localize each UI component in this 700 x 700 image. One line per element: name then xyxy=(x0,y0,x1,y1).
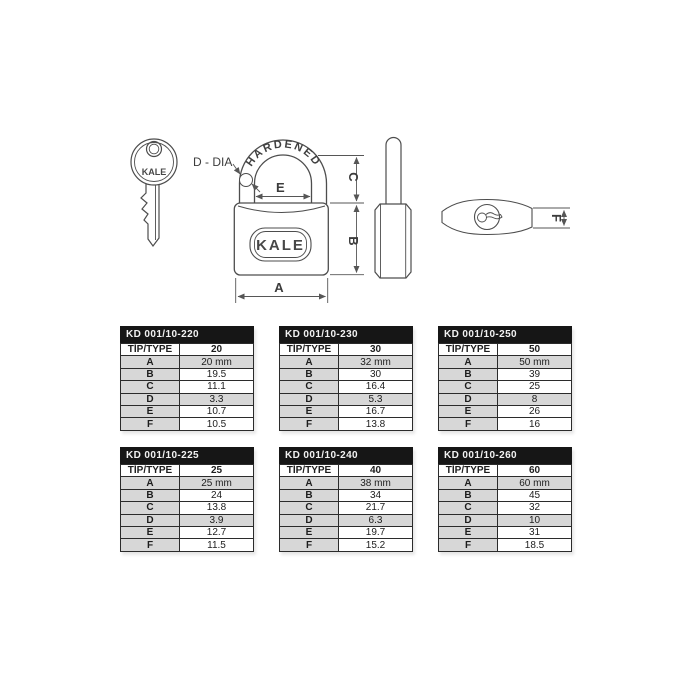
table-row xyxy=(439,405,572,417)
dim-label: TİP/TYPE xyxy=(280,465,339,477)
table-row xyxy=(439,356,572,368)
dim-value: 21.7 xyxy=(339,502,413,514)
table-row xyxy=(439,393,572,405)
padlock-front-view xyxy=(234,138,328,275)
technical-drawing xyxy=(0,0,700,320)
table-row xyxy=(121,356,254,368)
f-dim-label: F xyxy=(549,214,564,222)
dim-label: C xyxy=(439,381,498,393)
spec-table-kd-001-10-260 xyxy=(438,447,572,552)
table-row xyxy=(121,465,254,477)
dim-label: TİP/TYPE xyxy=(121,465,180,477)
table-row xyxy=(439,477,572,489)
dim-value: 15.2 xyxy=(339,539,413,551)
dim-label: F xyxy=(280,418,339,430)
dim-value: 16 xyxy=(498,418,572,430)
dim-value: 18.5 xyxy=(498,539,572,551)
dim-label: B xyxy=(439,489,498,501)
dim-value: 10.7 xyxy=(180,405,254,417)
spec-table-kd-001-10-225 xyxy=(120,447,254,552)
table-row xyxy=(280,381,413,393)
table-row xyxy=(121,418,254,430)
dim-label: A xyxy=(280,356,339,368)
e-dim-label: E xyxy=(276,180,285,195)
dim-label: C xyxy=(121,502,180,514)
dim-label: A xyxy=(121,356,180,368)
dim-value: 38 mm xyxy=(339,477,413,489)
table-row xyxy=(121,381,254,393)
model-number: KD 001/10-250 xyxy=(438,326,572,343)
dim-label: F xyxy=(439,539,498,551)
table-row xyxy=(280,405,413,417)
model-number: KD 001/10-260 xyxy=(438,447,572,464)
dim-value: 60 mm xyxy=(498,477,572,489)
dim-label: D xyxy=(439,514,498,526)
table-row xyxy=(121,393,254,405)
dim-label: E xyxy=(280,526,339,538)
dim-value: 11.1 xyxy=(180,381,254,393)
dim-value: 31 xyxy=(498,526,572,538)
model-number: KD 001/10-225 xyxy=(120,447,254,464)
dim-value: 50 xyxy=(498,344,572,356)
table-row xyxy=(121,405,254,417)
table-row xyxy=(121,368,254,380)
dim-label: E xyxy=(280,405,339,417)
dim-label: E xyxy=(439,526,498,538)
table-row xyxy=(280,526,413,538)
dim-value: 26 xyxy=(498,405,572,417)
padlock-top-view xyxy=(442,200,570,235)
dim-label: TİP/TYPE xyxy=(439,344,498,356)
table-row xyxy=(280,465,413,477)
table-row xyxy=(280,514,413,526)
spec-table-kd-001-10-230 xyxy=(279,326,413,431)
model-number: KD 001/10-230 xyxy=(279,326,413,343)
dim-value: 50 mm xyxy=(498,356,572,368)
shackle-hardened-text: HARDENED xyxy=(243,138,324,169)
dim-value: 32 xyxy=(498,502,572,514)
table-row xyxy=(280,368,413,380)
dim-label: D xyxy=(121,393,180,405)
dim-label: E xyxy=(121,405,180,417)
dim-value: 25 xyxy=(180,465,254,477)
dim-label: TİP/TYPE xyxy=(280,344,339,356)
table-row xyxy=(280,356,413,368)
dim-label: D xyxy=(439,393,498,405)
padlock-logo-text: KALE xyxy=(256,237,305,254)
spec-table-kd-001-10-220 xyxy=(120,326,254,431)
dim-label: E xyxy=(121,526,180,538)
table-row xyxy=(280,502,413,514)
table-row xyxy=(439,526,572,538)
dimension-table xyxy=(279,464,413,552)
table-row xyxy=(280,477,413,489)
dim-value: 45 xyxy=(498,489,572,501)
table-row xyxy=(280,489,413,501)
c-dim-label: C xyxy=(346,172,361,182)
key-head-outline xyxy=(131,139,177,185)
table-row xyxy=(439,514,572,526)
model-number: KD 001/10-240 xyxy=(279,447,413,464)
dim-value: 19.7 xyxy=(339,526,413,538)
table-row xyxy=(439,381,572,393)
table-row xyxy=(121,514,254,526)
d-dia-label: D - DIA xyxy=(193,155,233,169)
dim-label: F xyxy=(280,539,339,551)
dim-value: 20 mm xyxy=(180,356,254,368)
dim-label: B xyxy=(280,489,339,501)
model-number: KD 001/10-220 xyxy=(120,326,254,343)
table-row xyxy=(280,418,413,430)
table-row xyxy=(280,539,413,551)
table-row xyxy=(121,344,254,356)
table-row xyxy=(121,489,254,501)
shackle-diameter-circle xyxy=(240,174,253,187)
padlock-side-view xyxy=(375,138,411,279)
table-row xyxy=(439,418,572,430)
dim-value: 8 xyxy=(498,393,572,405)
dim-label: TİP/TYPE xyxy=(121,344,180,356)
dim-value: 3.3 xyxy=(180,393,254,405)
key-blade xyxy=(141,178,159,246)
table-row xyxy=(121,526,254,538)
dim-label: B xyxy=(121,489,180,501)
dimension-table xyxy=(279,343,413,431)
dimension-table xyxy=(120,464,254,552)
dim-label: C xyxy=(121,381,180,393)
dim-value: 16.7 xyxy=(339,405,413,417)
dim-label: C xyxy=(439,502,498,514)
table-row xyxy=(121,477,254,489)
table-row xyxy=(121,539,254,551)
dim-value: 39 xyxy=(498,368,572,380)
dim-value: 30 xyxy=(339,344,413,356)
dim-label: A xyxy=(439,356,498,368)
table-row xyxy=(439,368,572,380)
side-shackle-stem xyxy=(386,138,401,205)
dim-label: B xyxy=(439,368,498,380)
dim-label: F xyxy=(439,418,498,430)
dim-value: 13.8 xyxy=(339,418,413,430)
dim-label: TİP/TYPE xyxy=(439,465,498,477)
table-row xyxy=(280,344,413,356)
table-row xyxy=(439,502,572,514)
dim-value: 6.3 xyxy=(339,514,413,526)
dimension-table xyxy=(438,343,572,431)
table-row xyxy=(439,465,572,477)
dim-value: 3.9 xyxy=(180,514,254,526)
dim-value: 32 mm xyxy=(339,356,413,368)
dim-value: 16.4 xyxy=(339,381,413,393)
key-brand-text: KALE xyxy=(141,167,167,177)
key-drawing xyxy=(131,139,177,246)
dimension-table xyxy=(438,464,572,552)
dim-label: A xyxy=(439,477,498,489)
dim-label: D xyxy=(121,514,180,526)
table-row xyxy=(439,489,572,501)
dim-value: 40 xyxy=(339,465,413,477)
spec-table-kd-001-10-250 xyxy=(438,326,572,431)
dim-label: B xyxy=(280,368,339,380)
dim-label: D xyxy=(280,393,339,405)
dim-label: F xyxy=(121,539,180,551)
table-row xyxy=(121,502,254,514)
dimension-table xyxy=(120,343,254,431)
dim-label: E xyxy=(439,405,498,417)
dim-label: D xyxy=(280,514,339,526)
b-dim-label: B xyxy=(346,236,361,246)
dim-value: 25 xyxy=(498,381,572,393)
dim-value: 24 xyxy=(180,489,254,501)
dim-value: 20 xyxy=(180,344,254,356)
table-row xyxy=(439,344,572,356)
dim-value: 25 mm xyxy=(180,477,254,489)
dim-value: 12.7 xyxy=(180,526,254,538)
table-row xyxy=(280,393,413,405)
dim-value: 10.5 xyxy=(180,418,254,430)
dim-value: 60 xyxy=(498,465,572,477)
table-row xyxy=(439,539,572,551)
dim-value: 10 xyxy=(498,514,572,526)
dim-value: 11.5 xyxy=(180,539,254,551)
a-dim-label: A xyxy=(274,280,284,295)
dim-value: 19.5 xyxy=(180,368,254,380)
dim-label: C xyxy=(280,381,339,393)
dim-label: B xyxy=(121,368,180,380)
dim-label: C xyxy=(280,502,339,514)
dim-value: 30 xyxy=(339,368,413,380)
dim-value: 13.8 xyxy=(180,502,254,514)
spec-table-kd-001-10-240 xyxy=(279,447,413,552)
dim-label: A xyxy=(121,477,180,489)
dim-label: F xyxy=(121,418,180,430)
dim-label: A xyxy=(280,477,339,489)
dim-value: 34 xyxy=(339,489,413,501)
dim-value: 5.3 xyxy=(339,393,413,405)
